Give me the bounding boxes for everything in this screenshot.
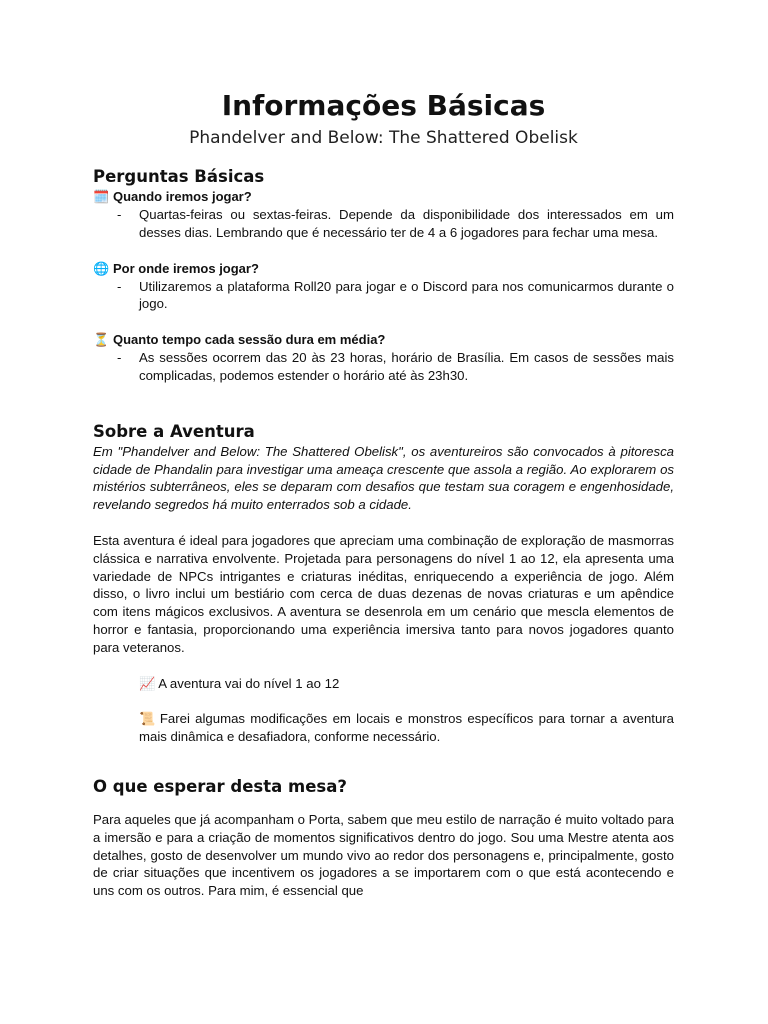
faq-item-when: [93, 188, 674, 242]
faq-question: Quanto tempo cada sessão dura em média?: [113, 332, 386, 348]
hourglass-icon: ⏳: [93, 332, 110, 348]
faq-answer: As sessões ocorrem das 20 às 23 horas, horário de Brasília. Em casos de sessões mais complicadas, podemos estender o horário até às 23h30.: [139, 350, 674, 383]
adventure-heading: Sobre a Aventura: [93, 421, 255, 441]
faq-heading: Perguntas Básicas: [93, 167, 265, 186]
faq-question: Por onde iremos jogar?: [113, 260, 259, 276]
adventure-body: Esta aventura é ideal para jogadores que apreciam uma combinação de exploração de masmorras clássica e narrativa envolvente. Projetada para personagens do nível 1 ao 12, ela apresenta uma variedade de NPCs intrigantes e criaturas inéditas, enriquecendo a experiência de jogo. Além disso, o livro inclui um bestiário com cerca de duas dezenas de novas criaturas e um apêndice com itens mágicos exclusivos. A aventura se desenrola em um cenário que mescla elementos de horror e fantasia, proporcionando uma experiência imersiva tanto para novos jogadores quanto para veteranos.: [93, 532, 674, 655]
faq-answer: Utilizaremos a plataforma Roll20 para jogar e o Discord para nos comunicarmos durante o jogo.: [139, 278, 674, 312]
chart-icon: 📈: [139, 675, 156, 691]
calendar-icon: 🗓️: [93, 189, 110, 204]
faq-question: Quando iremos jogar?: [113, 189, 252, 204]
level-range-note: 📈 A aventura vai do nível 1 ao 12: [139, 675, 340, 691]
modifications-note: 📜 Farei algumas modificações em locais e monstros específicos para tornar a aventura mais dinâmica e desafiadora, conforme necessário.: [139, 711, 674, 745]
faq-answer: Quartas-feiras ou sextas-feiras. Depende da disponibilidade dos interessados em um desses dias. Lembrando que é necessário ter de 4 a 6 jogadores para fechar uma mesa.: [139, 207, 674, 240]
adventure-intro: Em "Phandelver and Below: The Shattered Obelisk", os aventureiros são convocados à pitoresca cidade de Phandalin para investigar uma ameaça crescente que assola a região. Ao explorarem os mistérios subterrâneos, eles se deparam com desafios que testam sua coragem e engenhosidade, revelando segredos há muito enterrados sob a cidade.: [93, 443, 674, 513]
scroll-icon: 📜: [139, 711, 157, 727]
globe-icon: 🌐: [93, 260, 110, 276]
page-title: Informações Básicas: [221, 89, 546, 122]
page-subtitle: Phandelver and Below: The Shattered Obelisk: [189, 128, 578, 148]
faq-item-where: [93, 260, 674, 314]
faq-item-duration: [93, 331, 674, 385]
bullet-dash: -: [117, 207, 122, 222]
expectations-heading: O que esperar desta mesa?: [93, 776, 347, 796]
expectations-body: Para aqueles que já acompanham o Porta, sabem que meu estilo de narração é muito voltado para a imersão e para a criação de momentos significativos dentro do jogo. Sou uma Mestre atenta aos detalhes, gosto de desenvolver um mundo vivo ao redor dos personagens e, principalmente, gosto de criar situações que incentivem os jogadores a se importarem com o que está acontecendo e uns com os outros. Para mim, é essencial que: [93, 811, 674, 899]
bullet-dash: -: [117, 350, 122, 366]
bullet-dash: -: [117, 278, 122, 294]
